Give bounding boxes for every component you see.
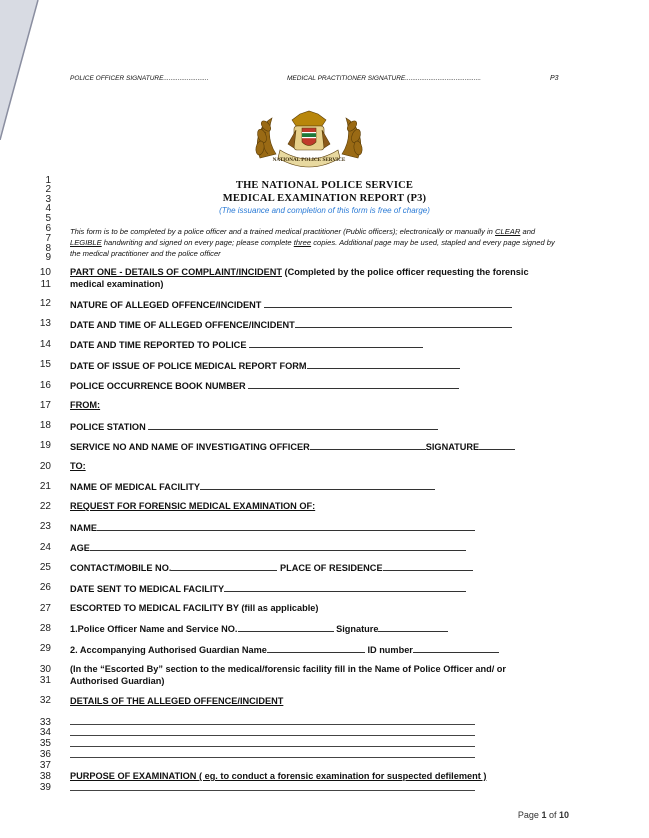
- name-label: NAME: [70, 523, 98, 533]
- date-sent-field[interactable]: [224, 583, 466, 592]
- form-title-line2: MEDICAL EXAMINATION REPORT (P3): [222, 193, 427, 204]
- part-one-note-cont: medical examination): [70, 279, 164, 289]
- reported-datetime-label: DATE AND TIME REPORTED TO POLICE: [70, 340, 247, 350]
- guardian-row: [70, 644, 499, 655]
- line-number: 29: [39, 643, 51, 654]
- id-number-field[interactable]: [413, 644, 499, 653]
- age-label: AGE: [70, 543, 90, 553]
- contact-field[interactable]: [171, 562, 277, 571]
- from-heading: FROM:: [70, 400, 101, 410]
- police-station-field[interactable]: [148, 421, 438, 430]
- form-title-line1: THE NATIONAL POLICE SERVICE: [235, 180, 414, 191]
- line-number: 9: [45, 252, 51, 263]
- line-number: 39: [39, 782, 51, 793]
- medical-facility-row: [70, 481, 435, 492]
- line-number: 16: [39, 380, 51, 391]
- instructions-three: three: [293, 237, 312, 247]
- escorted-heading: ESCORTED TO MEDICAL FACILITY BY (fill as applicable): [70, 603, 319, 613]
- to-heading: TO:: [70, 461, 86, 471]
- ob-number-row: [70, 380, 459, 391]
- line-number: 7: [45, 233, 51, 244]
- details-line-33[interactable]: [70, 724, 475, 725]
- footer-of: of: [546, 810, 559, 820]
- nature-label: NATURE OF ALLEGED OFFENCE/INCIDENT: [70, 300, 262, 310]
- line-number: 5: [45, 213, 51, 224]
- line-number: 34: [39, 727, 51, 738]
- line-number: 13: [39, 318, 51, 329]
- details-line-35[interactable]: [70, 746, 475, 747]
- contact-row: [70, 562, 473, 573]
- line-number: 15: [39, 359, 51, 370]
- escort-officer-field[interactable]: [238, 623, 334, 632]
- officer-signature-label: SIGNATURE: [425, 442, 480, 452]
- instructions-text-c: copies. Additional page may be used, stapled and every page signed by the medical practitioner and the police officer: [70, 237, 555, 258]
- emblem-banner-text: NATIONAL POLICE SERVICE: [272, 157, 346, 163]
- details-line-36[interactable]: [70, 757, 475, 758]
- part-one-heading: [70, 267, 529, 277]
- issue-date-field[interactable]: [307, 360, 460, 369]
- residence-field[interactable]: [383, 562, 473, 571]
- officer-signature-header: POLICE OFFICER SIGNATURE.........................: [70, 75, 209, 82]
- escort-officer-row: [70, 623, 448, 634]
- offence-datetime-row: [70, 319, 512, 330]
- escort-officer-label: 1.Police Officer Name and Service NO.: [70, 624, 238, 634]
- line-number: 38: [39, 771, 51, 782]
- guardian-field[interactable]: [267, 644, 365, 653]
- part-one-note: (Completed by the police officer requesting the forensic: [281, 267, 529, 277]
- line-number: 24: [39, 542, 51, 553]
- line-number: 22: [39, 501, 51, 512]
- part-one-title: PART ONE - DETAILS OF COMPLAINT/INCIDENT: [70, 267, 282, 277]
- line-number: 32: [39, 695, 51, 706]
- line-number: 36: [39, 749, 51, 760]
- line-number: 25: [39, 562, 51, 573]
- line-number: 4: [45, 203, 51, 214]
- medical-facility-label: NAME OF MEDICAL FACILITY: [70, 482, 200, 492]
- ob-number-field[interactable]: [248, 380, 459, 389]
- officer-signature-field[interactable]: [479, 441, 515, 450]
- line-number: 10: [39, 267, 51, 278]
- instructions-text-b: handwriting and signed on every page; please complete: [101, 237, 294, 247]
- details-heading: DETAILS OF THE ALLEGED OFFENCE/INCIDENT: [70, 696, 284, 706]
- line-number: 30: [39, 664, 51, 675]
- issue-date-label: DATE OF ISSUE OF POLICE MEDICAL REPORT FORM: [70, 361, 307, 371]
- date-sent-label: DATE SENT TO MEDICAL FACILITY: [70, 584, 225, 594]
- request-heading: REQUEST FOR FORENSIC MEDICAL EXAMINATION OF:: [70, 501, 316, 511]
- free-of-charge-note: (The issuance and completion of this form is free of charge): [219, 206, 430, 215]
- police-station-row: [70, 421, 438, 432]
- age-field[interactable]: [90, 542, 466, 551]
- nature-field[interactable]: [264, 299, 512, 308]
- scan-shadow: [0, 0, 60, 140]
- medical-signature-header: MEDICAL PRACTITIONER SIGNATURE..........................................: [287, 75, 482, 82]
- line-number: 21: [39, 481, 51, 492]
- line-number: 26: [39, 582, 51, 593]
- line-number: 20: [39, 461, 51, 472]
- reported-datetime-row: [70, 339, 423, 350]
- residence-label: PLACE OF RESIDENCE: [279, 563, 383, 573]
- medical-facility-field[interactable]: [200, 481, 435, 490]
- line-number: 11: [40, 279, 51, 290]
- age-row: [70, 542, 466, 553]
- line-number: 33: [39, 717, 51, 728]
- police-station-label: POLICE STATION: [70, 422, 146, 432]
- instructions-text: This form is to be completed by a police officer and a trained medical practitioner (Public officers); electronically or manually in: [70, 227, 496, 236]
- purpose-heading: PURPOSE OF EXAMINATION ( eg. to conduct a forensic examination for suspected defilement ): [70, 771, 487, 781]
- line-number: 3: [45, 194, 51, 205]
- name-field[interactable]: [97, 522, 475, 531]
- instructions-clear: CLEAR: [495, 227, 521, 236]
- line-number: 8: [45, 243, 51, 254]
- investigating-officer-row: [70, 441, 515, 452]
- reported-datetime-field[interactable]: [249, 339, 423, 348]
- name-row: [70, 522, 475, 533]
- page-footer: [518, 810, 569, 820]
- escort-signature-label: Signature: [336, 624, 379, 634]
- id-number-label: ID number: [367, 645, 413, 655]
- line-number: 31: [39, 675, 51, 686]
- line-number: 28: [39, 623, 51, 634]
- contact-label: CONTACT/MOBILE NO.: [70, 563, 172, 573]
- line-number: 17: [39, 400, 51, 411]
- line-number: 14: [39, 339, 51, 350]
- investigating-officer-field[interactable]: [310, 441, 426, 450]
- line-number: 12: [39, 298, 51, 309]
- line-number: 18: [39, 420, 51, 431]
- line-number: 27: [39, 603, 51, 614]
- escort-signature-field[interactable]: [378, 623, 448, 632]
- issue-date-row: [70, 360, 460, 371]
- purpose-line[interactable]: [70, 790, 475, 791]
- offence-datetime-field[interactable]: [295, 319, 512, 328]
- line-number: 23: [39, 521, 51, 532]
- page-code: P3: [550, 75, 559, 82]
- instructions-legible: LEGIBLE: [70, 237, 102, 247]
- line-number: 1: [45, 175, 51, 186]
- escort-note-cont: Authorised Guardian): [70, 676, 165, 686]
- details-line-34[interactable]: [70, 735, 475, 736]
- instructions-and: and: [520, 227, 536, 236]
- escort-note: (In the “Escorted By” section to the medical/forensic facility fill in the Name of Police Officer and/ or: [70, 664, 506, 674]
- current-page: 1: [541, 810, 547, 820]
- nature-row: [70, 299, 512, 310]
- investigating-officer-label: SERVICE NO AND NAME OF INVESTIGATING OFFICER: [70, 442, 310, 452]
- line-number: 6: [45, 223, 51, 234]
- guardian-label: 2. Accompanying Authorised Guardian Name: [70, 645, 267, 655]
- offence-datetime-label: DATE AND TIME OF ALLEGED OFFENCE/INCIDENT: [70, 320, 295, 330]
- date-sent-row: [70, 583, 466, 594]
- form-instructions: [70, 227, 560, 259]
- line-number: 37: [39, 760, 51, 771]
- line-number: 2: [45, 184, 51, 195]
- footer-label: Page: [517, 810, 542, 820]
- line-number: 35: [39, 738, 51, 749]
- ob-number-label: POLICE OCCURRENCE BOOK NUMBER: [70, 381, 246, 391]
- line-number: 19: [39, 440, 51, 451]
- police-emblem-logo: [250, 108, 368, 174]
- total-pages: 10: [558, 810, 569, 820]
